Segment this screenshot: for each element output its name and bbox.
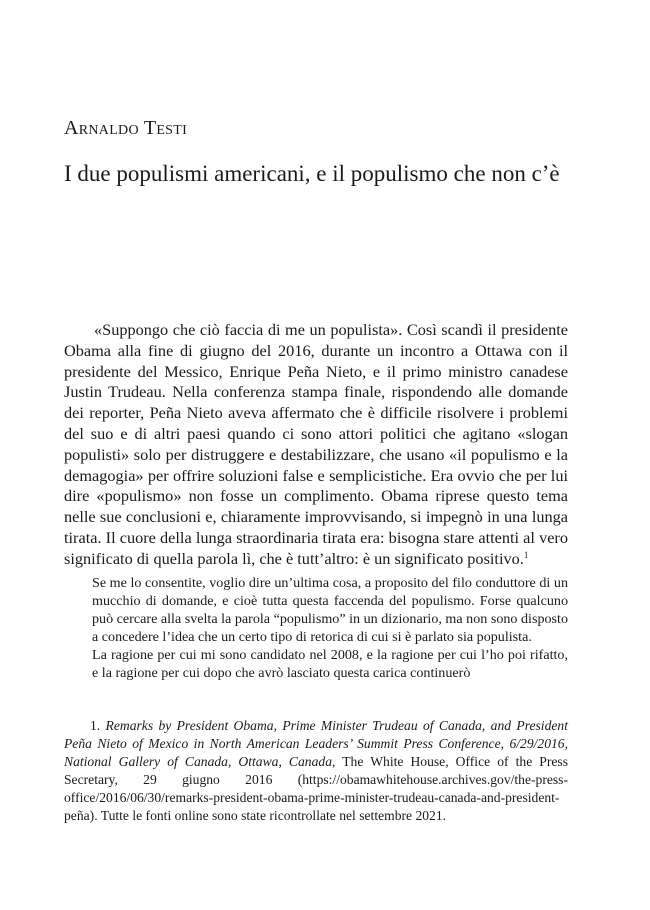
footnote-source-title: Remarks by President Obama, Prime Minister Trudeau of Canada, and President Peña Nieto of Mexico in North American Leaders’ Summit Press Conference, 6/29/2016, National Gallery of Canada, Ottawa, Canada (64, 718, 568, 770)
author-name: Arnaldo Testi (64, 117, 188, 139)
footnote-reference: 1 (523, 549, 529, 560)
main-text (64, 320, 568, 570)
quote-paragraph: Se me lo consentite, voglio dire un’ultima cosa, a proposito del filo conduttore di un mucchio di domande, e cioè tutta questa faccenda del populismo. Forse qualcuno può cercare alla svelta la parola “populismo” in un dizionario, ma non sono disposto a concedere l’idea che un certo tipo di retorica di cui si è parlato sia populista. (92, 575, 568, 646)
block-quote (92, 574, 568, 683)
quote-paragraph: La ragione per cui mi sono candidato nel 2008, e la ragione per cui l’ho poi rifatto, e la ragione per cui dopo che avrò lasciato questa carica continuerò (92, 647, 568, 682)
footnote-source-details: , The White House, Office of the Press Secretary, 29 giugno 2016 (https://obamawhitehouse.archives.gov/the-press-office/2016/06/30/remarks-president-obama-prime-minister-trudeau-canada-and-president-peña). Tutte le fonti online sono state ricontrollate nel settembre 2021. (64, 754, 569, 824)
body-paragraph (64, 320, 568, 570)
footnotes (64, 717, 568, 826)
footnote-number: 1. (90, 718, 101, 733)
chapter-title: I due populismi americani, e il populismo che non c’è (64, 161, 560, 186)
body-paragraph-text: «Suppongo che ciò faccia di me un populista». Così scandì il presidente Obama alla fine di giugno del 2016, durante un incontro a Ottawa con il presidente del Messico, Enrique Peña Nieto, e il primo ministro canadese Justin Trudeau. Nella conferenza stampa finale, rispondendo alle domande dei reporter, Peña Nieto aveva affermato che è difficile risolvere i problemi del suo e di altri paesi quando ci sono attori politici che agitano «slogan populisti» solo per distruggere e destabilizzare, che usano «il populismo e la demagogia» per offrire soluzioni false e semplicistiche. Era ovvio che per lui dire «populismo» non fosse un complimento. Obama riprese questo tema nelle sue conclusioni e, chiaramente improvvisando, si impegnò in una lunga tirata. Il cuore della lunga straordinaria tirata era: bisogna stare attenti al vero significato di quella parola lì, che è tutt’altro: è un significato positivo. (64, 320, 568, 568)
footnote-1 (64, 717, 568, 826)
